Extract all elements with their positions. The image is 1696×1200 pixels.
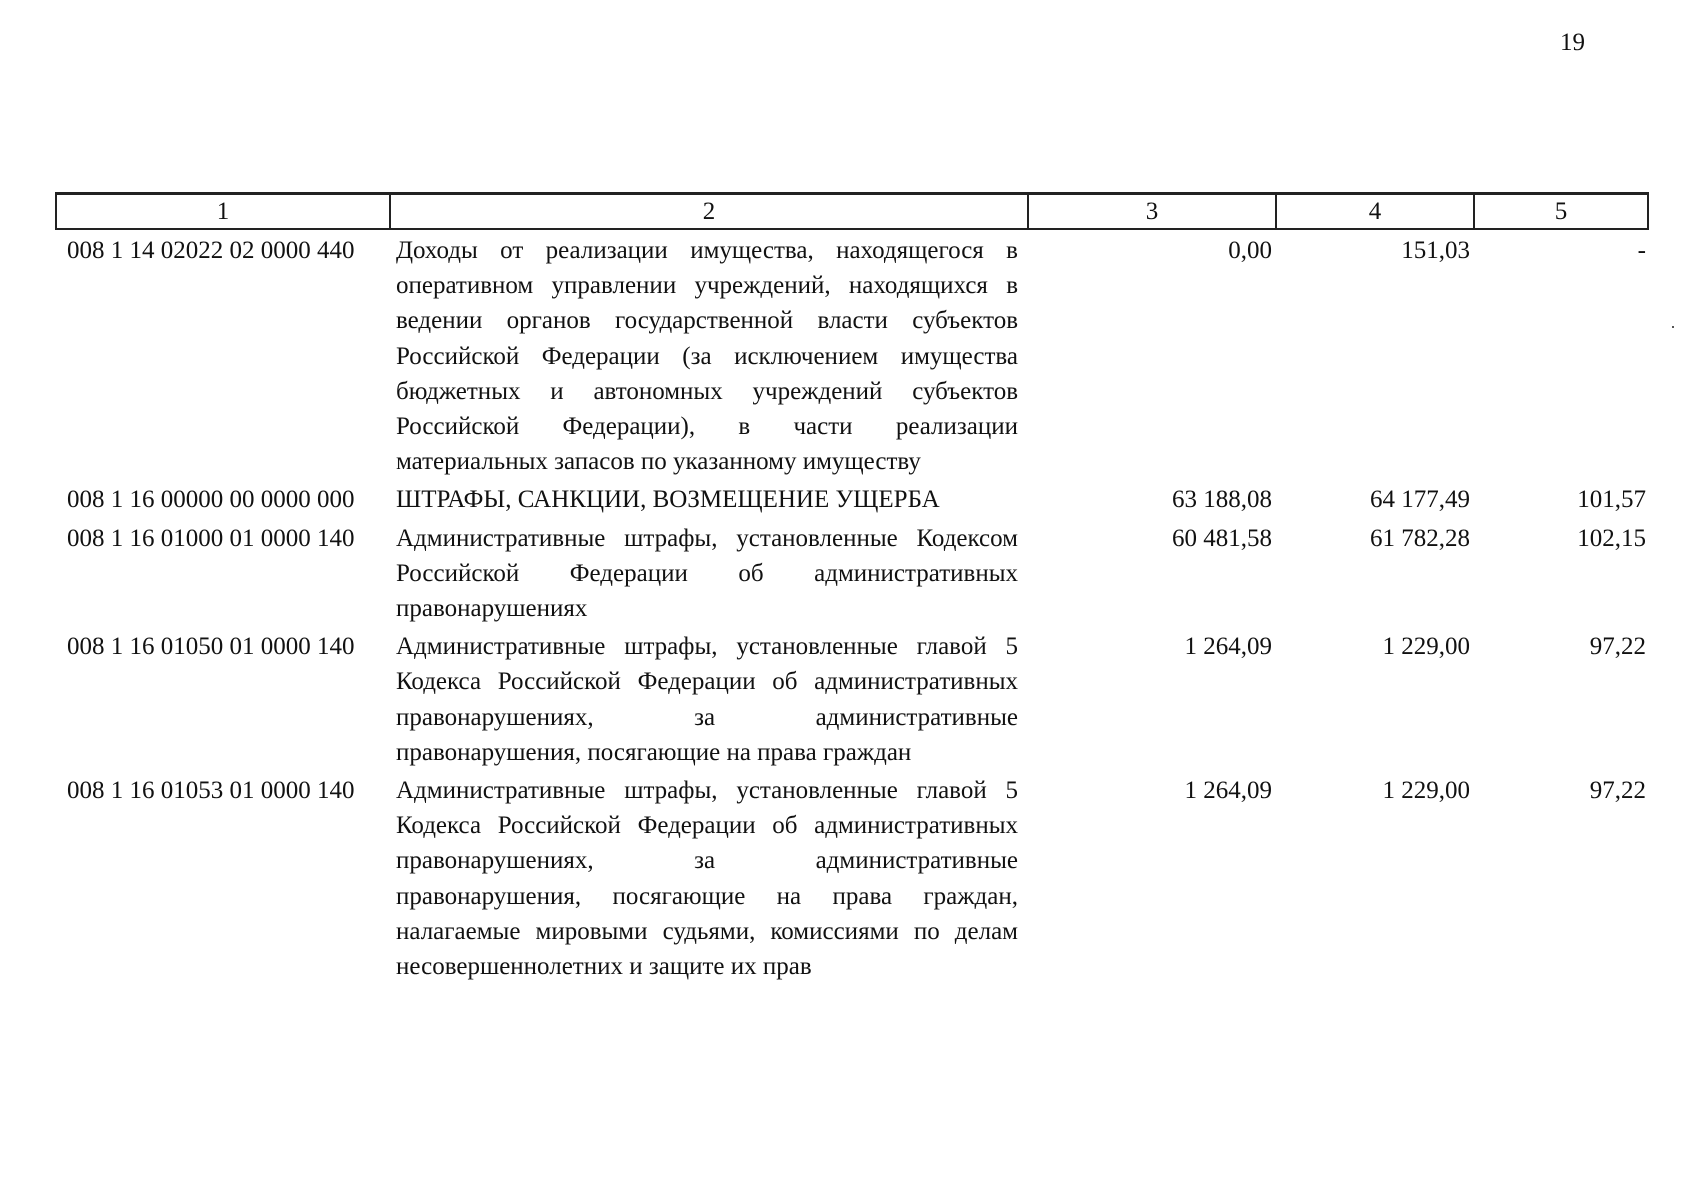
table-row — [56, 518, 1648, 627]
header-cell-4: 4 — [1276, 194, 1474, 230]
row-col3-value: 60 481,58 — [1172, 524, 1272, 552]
row-name: ШТРАФЫ, САНКЦИИ, ВОЗМЕЩЕНИЕ УЩЕРБА — [396, 486, 940, 514]
header-cell-5: 5 — [1474, 194, 1648, 230]
table-row — [56, 229, 1648, 479]
row-code: 008 1 16 01053 01 0000 140 — [67, 777, 355, 805]
row-col4-value: 1 229,00 — [1382, 633, 1470, 661]
row-col3-value: 1 264,09 — [1184, 777, 1272, 805]
row-code: 008 1 16 01050 01 0000 140 — [67, 633, 355, 661]
row-name: Административные штрафы, установленные главой 5 Кодекса Российской Федерации об административных правонарушениях, за административные правонарушения, посягающие на права граждан, налагаемые мировыми судьями, комиссиями по делам несовершеннолетних и защите их прав — [396, 777, 1018, 981]
row-col5-value: 101,57 — [1577, 486, 1646, 514]
header-cell-3: 3 — [1028, 194, 1276, 230]
row-name: Административные штрафы, установленные Кодексом Российской Федерации об административных правонарушениях — [396, 524, 1018, 623]
row-col5-value: - — [1637, 237, 1646, 264]
row-name: Доходы от реализации имущества, находящегося в оперативном управлении учреждений, находящихся в ведении органов государственной власти субъектов Российской Федерации (за исключением имущества бюджетных и автономных учреждений субъектов Российской Федерации), в части реализации материальных запасов по указанному имуществу — [396, 237, 1018, 476]
header-cell-2: 2 — [390, 194, 1028, 230]
row-code: 008 1 16 00000 00 0000 000 — [67, 486, 355, 514]
row-col4-value: 151,03 — [1401, 237, 1470, 264]
table-row — [56, 770, 1648, 984]
table-row — [56, 626, 1648, 770]
table-body — [56, 229, 1648, 984]
row-code: 008 1 16 01000 01 0000 140 — [67, 524, 355, 552]
table-header — [56, 194, 1648, 230]
header-cell-1: 1 — [56, 194, 390, 230]
row-col5-value: 97,22 — [1589, 777, 1646, 805]
row-code: 008 1 14 02022 02 0000 440 — [67, 237, 355, 264]
revenue-table-container — [55, 192, 1647, 984]
row-col5-value: 97,22 — [1589, 633, 1646, 661]
table-row — [56, 479, 1648, 517]
row-col4-value: 64 177,49 — [1370, 486, 1470, 514]
row-col3-value: 0,00 — [1228, 237, 1272, 264]
row-col4-value: 1 229,00 — [1382, 777, 1470, 805]
row-col3-value: 63 188,08 — [1172, 486, 1272, 514]
row-col5-value: 102,15 — [1577, 524, 1646, 552]
page-number: 19 — [1560, 29, 1585, 56]
row-col4-value: 61 782,28 — [1370, 524, 1470, 552]
scan-speck — [1672, 326, 1674, 328]
revenue-table — [55, 192, 1649, 984]
row-name: Административные штрафы, установленные главой 5 Кодекса Российской Федерации об административных правонарушениях, за административные правонарушения, посягающие на права граждан — [396, 633, 1018, 766]
row-col3-value: 1 264,09 — [1184, 633, 1272, 661]
header-row — [56, 194, 1648, 230]
